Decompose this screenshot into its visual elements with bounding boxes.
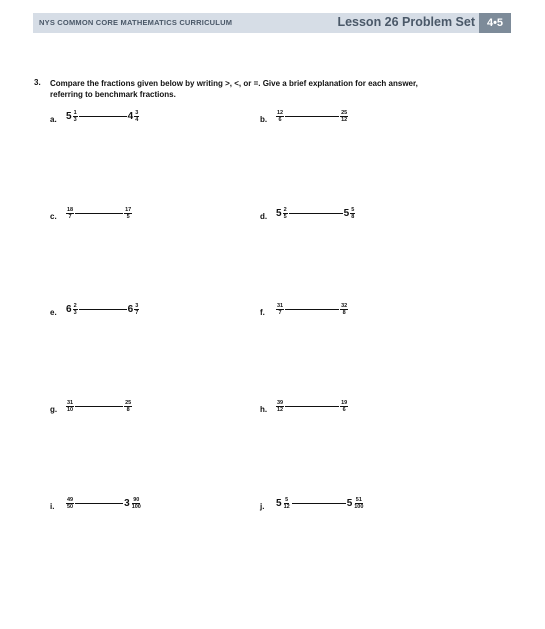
whole-number: 5 (276, 498, 282, 509)
problem-label: f. (260, 308, 265, 317)
fraction (283, 497, 291, 510)
numerator: 31 (277, 303, 284, 309)
problem-f (260, 303, 460, 327)
numerator: 49 (67, 497, 74, 503)
fraction-left (66, 400, 74, 413)
fraction-left (276, 497, 291, 510)
problem-i (50, 497, 250, 521)
problem-j (260, 497, 460, 521)
problem-label: g. (50, 405, 58, 414)
page-header (33, 13, 511, 33)
problem-label: a. (50, 115, 57, 124)
answer-blank[interactable] (289, 213, 343, 214)
whole-number: 5 (343, 208, 350, 219)
answer-blank[interactable] (75, 406, 123, 407)
problem-d (260, 207, 460, 231)
answer-blank[interactable] (75, 503, 123, 504)
whole-number: 5 (66, 111, 72, 122)
comparison-row (66, 400, 132, 413)
denominator: 100 (354, 504, 364, 510)
question-text-line1: Compare the fractions given below by writing >, <, or =. Give a brief explanation for each answer, (50, 79, 418, 88)
fraction-right (347, 497, 365, 510)
numerator: 31 (67, 400, 74, 406)
denominator: 7 (135, 310, 139, 316)
fraction (73, 303, 78, 316)
numerator: 1 (73, 110, 77, 116)
problem-g (50, 400, 250, 424)
fraction-right (124, 497, 142, 510)
numerator: 2 (73, 303, 77, 309)
denominator: 100 (131, 504, 141, 510)
fraction (276, 303, 284, 316)
comparison-row (66, 303, 139, 316)
answer-blank[interactable] (285, 406, 339, 407)
denominator: 6 (342, 407, 346, 413)
lesson-title: Lesson 26 Problem Set (337, 15, 475, 29)
fraction (353, 497, 364, 510)
denominator: 10 (67, 407, 74, 413)
whole-number: 6 (66, 304, 72, 315)
denominator: 4 (135, 117, 139, 123)
denominator: 8 (342, 310, 346, 316)
numerator: 39 (277, 400, 284, 406)
numerator: 25 (125, 400, 132, 406)
fraction (66, 400, 74, 413)
numerator: 51 (355, 497, 362, 503)
whole-number: 3 (124, 498, 130, 509)
denominator: 6 (278, 117, 282, 123)
comparison-row (66, 497, 142, 510)
fraction (134, 303, 139, 316)
problem-label: d. (260, 212, 268, 221)
fraction (340, 303, 348, 316)
fraction-left (66, 303, 78, 316)
fraction-right (128, 303, 140, 316)
whole-number: 5 (346, 498, 353, 509)
fraction (340, 110, 348, 123)
denominator: 12 (277, 407, 284, 413)
numerator: 5 (351, 207, 355, 213)
problem-a (50, 110, 250, 134)
fraction-right (340, 303, 348, 316)
denominator: 50 (67, 504, 74, 510)
module-badge: 4•5 (479, 13, 511, 33)
numerator: 5 (285, 497, 289, 503)
fraction-right (124, 207, 132, 220)
numerator: 90 (133, 497, 140, 503)
numerator: 19 (341, 400, 348, 406)
fraction (134, 110, 139, 123)
comparison-row (276, 497, 364, 510)
problem-label: e. (50, 308, 57, 317)
fraction (124, 207, 132, 220)
problem-e (50, 303, 250, 327)
fraction-left (276, 110, 284, 123)
comparison-row (66, 207, 132, 220)
fraction-right (124, 400, 132, 413)
fraction (124, 400, 132, 413)
fraction (276, 400, 284, 413)
fraction-left (66, 110, 78, 123)
answer-blank[interactable] (75, 213, 123, 214)
denominator: 12 (283, 504, 290, 510)
fraction-left (66, 207, 74, 220)
numerator: 3 (135, 303, 139, 309)
fraction (66, 207, 74, 220)
curriculum-title: NYS COMMON CORE MATHEMATICS CURRICULUM (39, 18, 233, 27)
comparison-row (276, 400, 348, 413)
denominator: 3 (73, 310, 77, 316)
numerator: 32 (341, 303, 348, 309)
fraction-right (344, 207, 356, 220)
numerator: 12 (277, 110, 284, 116)
fraction (340, 400, 348, 413)
problem-h (260, 400, 460, 424)
answer-blank[interactable] (79, 116, 127, 117)
denominator: 8 (351, 214, 355, 220)
comparison-row (276, 110, 348, 123)
question-text (50, 78, 470, 100)
fraction-left (276, 207, 288, 220)
denominator: 7 (278, 310, 282, 316)
fraction-right (340, 400, 348, 413)
fraction (276, 110, 284, 123)
denominator: 5 (283, 214, 287, 220)
answer-blank[interactable] (292, 503, 346, 504)
fraction-left (66, 497, 74, 510)
problem-label: h. (260, 405, 268, 414)
fraction-right (340, 110, 348, 123)
problem-label: j. (260, 502, 265, 511)
fraction (283, 207, 288, 220)
numerator: 18 (67, 207, 74, 213)
answer-blank[interactable] (79, 309, 127, 310)
problem-label: b. (260, 115, 268, 124)
fraction-left (276, 400, 284, 413)
question-text-line2: referring to benchmark fractions. (50, 90, 176, 99)
whole-number: 4 (127, 111, 134, 122)
denominator: 8 (126, 407, 130, 413)
comparison-row (66, 110, 139, 123)
fraction (73, 110, 78, 123)
denominator: 12 (341, 117, 348, 123)
numerator: 25 (341, 110, 348, 116)
fraction (66, 497, 74, 510)
fraction (350, 207, 355, 220)
fraction (131, 497, 142, 510)
fraction-left (276, 303, 284, 316)
numerator: 2 (283, 207, 287, 213)
denominator: 7 (68, 214, 72, 220)
whole-number: 5 (276, 208, 282, 219)
fraction-right (128, 110, 140, 123)
answer-blank[interactable] (285, 116, 339, 117)
denominator: 3 (73, 117, 77, 123)
answer-blank[interactable] (285, 309, 339, 310)
numerator: 3 (135, 110, 139, 116)
problem-label: c. (50, 212, 57, 221)
comparison-row (276, 207, 355, 220)
numerator: 17 (125, 207, 132, 213)
whole-number: 6 (127, 304, 134, 315)
comparison-row (276, 303, 348, 316)
problem-c (50, 207, 250, 231)
problem-label: i. (50, 502, 55, 511)
problem-b (260, 110, 460, 134)
question-number: 3. (34, 78, 41, 87)
denominator: 5 (126, 214, 130, 220)
